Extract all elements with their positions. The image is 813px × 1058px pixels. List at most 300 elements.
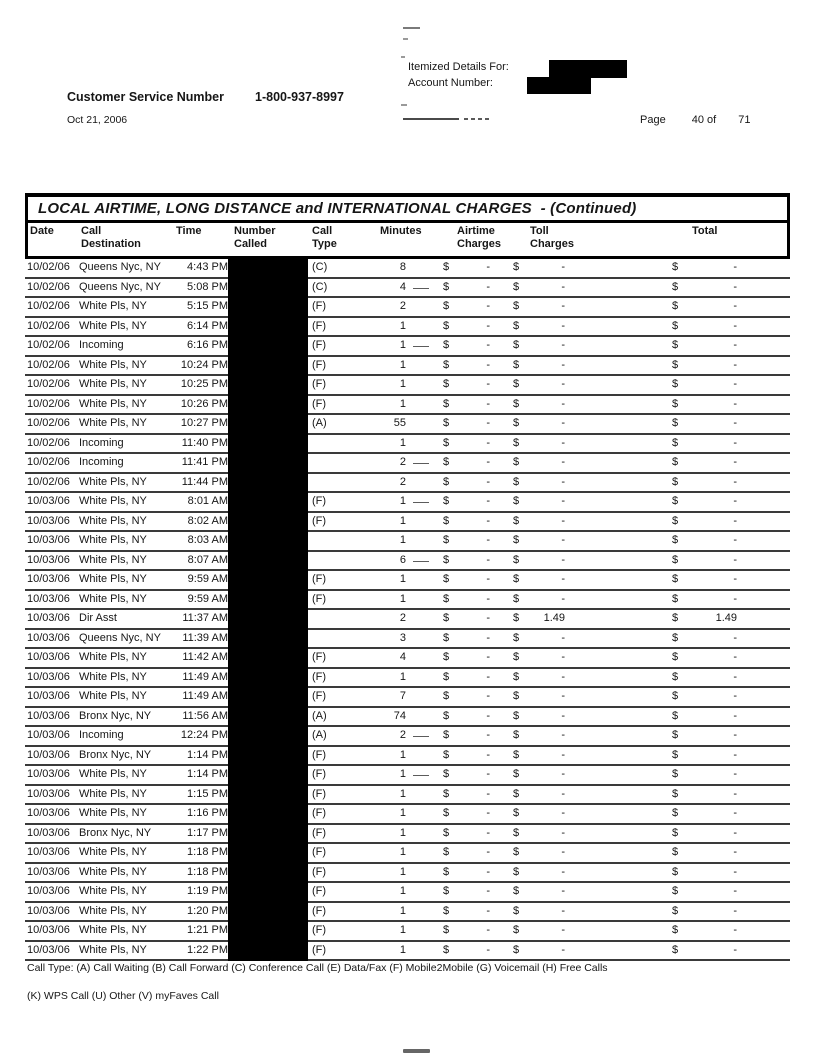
cell-minutes: 1 xyxy=(399,592,406,605)
cell-airtime-charges: $ - xyxy=(443,278,490,297)
scan-artifact xyxy=(401,56,405,58)
cell-minutes: 1 xyxy=(399,865,406,878)
currency-symbol: $ xyxy=(672,748,679,761)
call-record-row xyxy=(25,942,790,962)
cell-airtime-charges: $ - xyxy=(443,317,490,336)
cell-destination: White Pls, NY xyxy=(79,670,147,683)
cell-toll-charges: $ - xyxy=(513,375,565,394)
cell-destination: White Pls, NY xyxy=(79,807,147,820)
cell-toll-charges: $ - xyxy=(513,882,565,901)
table-head-box xyxy=(25,193,790,259)
cell-time: 1:18 PM xyxy=(187,846,228,859)
currency-symbol: $ xyxy=(513,670,520,683)
currency-symbol: $ xyxy=(443,787,450,800)
cell-time: 1:15 PM xyxy=(187,787,228,800)
cell-time: 10:25 PM xyxy=(180,378,228,391)
call-record-row xyxy=(25,805,790,825)
cell-call-type: (F) xyxy=(312,514,327,527)
currency-symbol: $ xyxy=(443,904,450,917)
cell-call-type: (F) xyxy=(312,397,327,410)
cell-minutes: 1 xyxy=(399,885,406,898)
currency-symbol: $ xyxy=(443,885,450,898)
cell-minutes: 1 xyxy=(399,904,406,917)
currency-symbol: $ xyxy=(513,534,520,547)
currency-symbol: $ xyxy=(672,729,679,742)
cell-destination: White Pls, NY xyxy=(79,690,147,703)
cell-toll-charges: $ - xyxy=(513,512,565,531)
cell-destination: White Pls, NY xyxy=(79,885,147,898)
cell-toll-charges: $ - xyxy=(513,668,565,687)
cell-destination: White Pls, NY xyxy=(79,768,147,781)
cell-airtime-charges: $ - xyxy=(443,785,490,804)
cell-minutes: 1 xyxy=(372,765,406,784)
cell-minutes: 1 xyxy=(399,534,406,547)
currency-symbol: $ xyxy=(672,631,679,644)
charges-table xyxy=(25,193,790,961)
cell-toll-charges: $ - xyxy=(513,258,565,277)
cell-minutes: 1 xyxy=(399,943,406,956)
cell-destination: Incoming xyxy=(79,456,124,469)
cell-airtime-charges: $ - xyxy=(443,863,490,882)
cell-airtime-charges: $ - xyxy=(443,590,490,609)
cell-minutes: 1 xyxy=(399,748,406,761)
cell-toll-charges: $ - xyxy=(513,804,565,823)
currency-symbol: $ xyxy=(443,397,450,410)
cell-toll-charges: $ - xyxy=(513,941,565,960)
currency-symbol: $ xyxy=(513,261,520,274)
cell-call-type: (F) xyxy=(312,924,327,937)
currency-symbol: $ xyxy=(513,768,520,781)
cell-minutes: 1 xyxy=(399,826,406,839)
scan-artifact xyxy=(403,27,420,29)
cell-destination: Bronx Nyc, NY xyxy=(79,748,152,761)
cell-time: 10:27 PM xyxy=(180,417,228,430)
cell-toll-charges: $ - xyxy=(513,414,565,433)
cell-time: 10:24 PM xyxy=(180,358,228,371)
cell-time: 11:49 AM xyxy=(182,670,228,683)
cell-date: 10/03/06 xyxy=(27,495,70,508)
cell-date: 10/03/06 xyxy=(27,846,70,859)
cell-time: 1:18 PM xyxy=(187,865,228,878)
currency-symbol: $ xyxy=(513,339,520,352)
cell-date: 10/02/06 xyxy=(27,456,70,469)
cell-total: $ - xyxy=(672,726,737,745)
currency-symbol: $ xyxy=(443,748,450,761)
currency-symbol: $ xyxy=(513,826,520,839)
cell-date: 10/03/06 xyxy=(27,826,70,839)
currency-symbol: $ xyxy=(513,943,520,956)
cell-airtime-charges: $ - xyxy=(443,336,490,355)
cell-date: 10/02/06 xyxy=(27,436,70,449)
currency-symbol: $ xyxy=(672,397,679,410)
cell-total: $ - xyxy=(672,902,737,921)
currency-symbol: $ xyxy=(513,378,520,391)
cell-toll-charges: $ - xyxy=(513,570,565,589)
currency-symbol: $ xyxy=(443,865,450,878)
currency-symbol: $ xyxy=(672,456,679,469)
currency-symbol: $ xyxy=(513,631,520,644)
cell-date: 10/02/06 xyxy=(27,397,70,410)
cell-toll-charges: $ - xyxy=(513,590,565,609)
currency-symbol: $ xyxy=(672,612,679,625)
customer-service-number: 1-800-937-8997 xyxy=(255,90,344,104)
currency-symbol: $ xyxy=(672,885,679,898)
currency-symbol: $ xyxy=(672,807,679,820)
cell-toll-charges: $ - xyxy=(513,453,565,472)
currency-symbol: $ xyxy=(513,709,520,722)
cell-destination: White Pls, NY xyxy=(79,534,147,547)
cell-call-type: (F) xyxy=(312,865,327,878)
cell-time: 8:01 AM xyxy=(187,495,228,508)
currency-symbol: $ xyxy=(443,651,450,664)
col-header-total: Total xyxy=(692,225,718,237)
cell-date: 10/03/06 xyxy=(27,709,70,722)
currency-symbol: $ xyxy=(443,670,450,683)
cell-total: $ - xyxy=(672,395,737,414)
cell-airtime-charges: $ - xyxy=(443,687,490,706)
cell-destination: White Pls, NY xyxy=(79,553,147,566)
cell-airtime-charges: $ - xyxy=(443,414,490,433)
cell-minutes: 1 xyxy=(399,319,406,332)
cell-destination: Bronx Nyc, NY xyxy=(79,709,152,722)
call-record-row xyxy=(25,298,790,318)
call-record-row xyxy=(25,727,790,747)
scan-artifact xyxy=(403,118,459,120)
cell-airtime-charges: $ - xyxy=(443,473,490,492)
currency-symbol: $ xyxy=(443,261,450,274)
currency-symbol: $ xyxy=(672,319,679,332)
page-number: 40 xyxy=(691,114,704,126)
call-record-row xyxy=(25,708,790,728)
currency-symbol: $ xyxy=(513,417,520,430)
currency-symbol: $ xyxy=(443,495,450,508)
account-number-label: Account Number: xyxy=(408,77,493,89)
currency-symbol: $ xyxy=(672,573,679,586)
page-label: Page xyxy=(640,114,666,126)
cell-call-type: (F) xyxy=(312,300,327,313)
call-record-row xyxy=(25,337,790,357)
call-record-row xyxy=(25,825,790,845)
call-record-row xyxy=(25,259,790,279)
currency-symbol: $ xyxy=(672,904,679,917)
cell-time: 8:02 AM xyxy=(187,514,228,527)
cell-toll-charges: $ - xyxy=(513,707,565,726)
call-record-row xyxy=(25,318,790,338)
cell-total: $ - xyxy=(672,414,737,433)
cell-time: 6:16 PM xyxy=(187,339,228,352)
currency-symbol: $ xyxy=(513,397,520,410)
cell-date: 10/03/06 xyxy=(27,729,70,742)
table-title: LOCAL AIRTIME, LONG DISTANCE and INTERNATIONAL CHARGES - (Continued) xyxy=(28,197,787,223)
of-label: of xyxy=(707,114,717,126)
cell-call-type: (F) xyxy=(312,768,327,781)
cell-date: 10/02/06 xyxy=(27,378,70,391)
currency-symbol: $ xyxy=(672,651,679,664)
cell-total: $ - xyxy=(672,473,737,492)
cell-call-type: (F) xyxy=(312,495,327,508)
cell-minutes: 4 xyxy=(399,651,406,664)
cell-date: 10/03/06 xyxy=(27,924,70,937)
cell-airtime-charges: $ - xyxy=(443,804,490,823)
col-header-minutes: Minutes xyxy=(380,225,422,237)
cell-total: $ - xyxy=(672,629,737,648)
currency-symbol: $ xyxy=(672,436,679,449)
call-record-row xyxy=(25,376,790,396)
cell-call-type: (F) xyxy=(312,904,327,917)
cell-airtime-charges: $ - xyxy=(443,375,490,394)
currency-symbol: $ xyxy=(672,495,679,508)
call-record-row xyxy=(25,766,790,786)
itemized-details-label: Itemized Details For: xyxy=(408,61,509,73)
cell-total: $ - xyxy=(672,863,737,882)
scan-artifact xyxy=(401,104,407,106)
cell-minutes: 4 xyxy=(372,278,406,297)
cell-total: $ - xyxy=(672,707,737,726)
cell-date: 10/02/06 xyxy=(27,475,70,488)
cell-destination: White Pls, NY xyxy=(79,300,147,313)
cell-airtime-charges: $ - xyxy=(443,531,490,550)
cell-date: 10/03/06 xyxy=(27,534,70,547)
currency-symbol: $ xyxy=(443,475,450,488)
currency-symbol: $ xyxy=(443,924,450,937)
cell-airtime-charges: $ - xyxy=(443,356,490,375)
cell-time: 11:37 AM xyxy=(182,612,228,625)
cell-total: $ - xyxy=(672,375,737,394)
currency-symbol: $ xyxy=(672,378,679,391)
cell-total: $ - xyxy=(672,336,737,355)
cell-airtime-charges: $ - xyxy=(443,668,490,687)
currency-symbol: $ xyxy=(672,865,679,878)
call-record-row xyxy=(25,669,790,689)
cell-destination: White Pls, NY xyxy=(79,787,147,800)
cell-airtime-charges: $ - xyxy=(443,492,490,511)
cell-airtime-charges: $ - xyxy=(443,824,490,843)
call-record-row xyxy=(25,844,790,864)
cell-destination: White Pls, NY xyxy=(79,475,147,488)
cell-date: 10/03/06 xyxy=(27,690,70,703)
cell-airtime-charges: $ - xyxy=(443,258,490,277)
cell-total: $ - xyxy=(672,531,737,550)
currency-symbol: $ xyxy=(672,846,679,859)
cell-toll-charges: $ - xyxy=(513,551,565,570)
cell-time: 11:49 AM xyxy=(182,690,228,703)
currency-symbol: $ xyxy=(513,904,520,917)
cell-call-type: (C) xyxy=(312,261,328,274)
customer-service-label: Customer Service Number xyxy=(67,90,225,104)
call-record-row xyxy=(25,591,790,611)
cell-airtime-charges: $ - xyxy=(443,453,490,472)
cell-minutes: 1 xyxy=(399,573,406,586)
cell-total: $ - xyxy=(672,648,737,667)
cell-destination: White Pls, NY xyxy=(79,846,147,859)
cell-date: 10/02/06 xyxy=(27,358,70,371)
cell-toll-charges: $ - xyxy=(513,765,565,784)
cell-date: 10/03/06 xyxy=(27,885,70,898)
cell-destination: White Pls, NY xyxy=(79,495,147,508)
currency-symbol: $ xyxy=(672,592,679,605)
col-header-time: Time xyxy=(176,225,202,237)
cell-minutes: 1 xyxy=(399,378,406,391)
currency-symbol: $ xyxy=(513,924,520,937)
cell-destination: Queens Nyc, NY xyxy=(79,280,161,293)
currency-symbol: $ xyxy=(672,943,679,956)
call-record-row xyxy=(25,883,790,903)
currency-symbol: $ xyxy=(443,358,450,371)
currency-symbol: $ xyxy=(443,553,450,566)
cell-minutes: 1 xyxy=(399,436,406,449)
cell-time: 9:59 AM xyxy=(187,592,228,605)
cell-date: 10/03/06 xyxy=(27,865,70,878)
cell-toll-charges: $ - xyxy=(513,278,565,297)
cell-total: $ - xyxy=(672,356,737,375)
cell-destination: White Pls, NY xyxy=(79,397,147,410)
call-record-row xyxy=(25,610,790,630)
cell-toll-charges: $ - xyxy=(513,843,565,862)
cell-time: 1:20 PM xyxy=(187,904,228,917)
cell-toll-charges: $ - xyxy=(513,395,565,414)
cell-time: 11:56 AM xyxy=(182,709,228,722)
cell-total: $ - xyxy=(672,317,737,336)
cell-call-type: (F) xyxy=(312,885,327,898)
call-record-row xyxy=(25,922,790,942)
cell-total: $ - xyxy=(672,687,737,706)
currency-symbol: $ xyxy=(672,280,679,293)
cell-call-type: (F) xyxy=(312,378,327,391)
call-record-row xyxy=(25,279,790,299)
cell-total: $ - xyxy=(672,278,737,297)
call-record-row xyxy=(25,396,790,416)
col-header-call-type: Call Type xyxy=(312,225,337,250)
cell-toll-charges: $ - xyxy=(513,824,565,843)
cell-destination: White Pls, NY xyxy=(79,943,147,956)
scan-artifact xyxy=(464,118,490,120)
scan-artifact xyxy=(403,38,408,40)
call-record-row xyxy=(25,864,790,884)
cell-airtime-charges: $ - xyxy=(443,629,490,648)
cell-time: 11:40 PM xyxy=(181,436,228,449)
table-rows xyxy=(25,259,790,961)
call-record-row xyxy=(25,454,790,474)
cell-call-type: (F) xyxy=(312,943,327,956)
cell-call-type: (F) xyxy=(312,339,327,352)
currency-symbol: $ xyxy=(443,826,450,839)
cell-minutes: 1 xyxy=(399,670,406,683)
redaction-box xyxy=(549,60,627,78)
cell-minutes: 1 xyxy=(399,514,406,527)
cell-call-type: (A) xyxy=(312,417,327,430)
cell-time: 5:15 PM xyxy=(187,300,228,313)
currency-symbol: $ xyxy=(443,573,450,586)
cell-call-type: (F) xyxy=(312,670,327,683)
cell-time: 9:59 AM xyxy=(187,573,228,586)
currency-symbol: $ xyxy=(672,690,679,703)
col-header-toll: Toll Charges xyxy=(530,225,575,250)
cell-toll-charges: $ - xyxy=(513,863,565,882)
cell-time: 12:24 PM xyxy=(180,729,228,742)
cell-date: 10/03/06 xyxy=(27,748,70,761)
cell-toll-charges: $ - xyxy=(513,902,565,921)
cell-minutes: 8 xyxy=(399,261,406,274)
call-record-row xyxy=(25,357,790,377)
cell-minutes: 74 xyxy=(393,709,406,722)
cell-time: 11:44 PM xyxy=(181,475,228,488)
currency-symbol: $ xyxy=(513,865,520,878)
cell-date: 10/03/06 xyxy=(27,592,70,605)
cell-total: $ - xyxy=(672,882,737,901)
cell-destination: White Pls, NY xyxy=(79,573,147,586)
cell-time: 1:22 PM xyxy=(187,943,228,956)
cell-total: $ - xyxy=(672,843,737,862)
currency-symbol: $ xyxy=(513,612,520,625)
cell-toll-charges: $ - xyxy=(513,434,565,453)
cell-total: $ - xyxy=(672,668,737,687)
currency-symbol: $ xyxy=(443,378,450,391)
currency-symbol: $ xyxy=(443,592,450,605)
cell-total: $ - xyxy=(672,492,737,511)
cell-total: $ 1.49 xyxy=(672,609,737,628)
cell-airtime-charges: $ - xyxy=(443,882,490,901)
cell-toll-charges: $ - xyxy=(513,687,565,706)
cell-date: 10/03/06 xyxy=(27,631,70,644)
col-header-date: Date xyxy=(30,225,54,237)
cell-airtime-charges: $ - xyxy=(443,707,490,726)
currency-symbol: $ xyxy=(672,553,679,566)
call-record-row xyxy=(25,435,790,455)
cell-airtime-charges: $ - xyxy=(443,551,490,570)
cell-destination: White Pls, NY xyxy=(79,417,147,430)
currency-symbol: $ xyxy=(672,300,679,313)
call-record-row xyxy=(25,474,790,494)
redaction-box xyxy=(527,77,591,94)
cell-airtime-charges: $ - xyxy=(443,902,490,921)
cell-total: $ - xyxy=(672,765,737,784)
cell-airtime-charges: $ - xyxy=(443,648,490,667)
cell-airtime-charges: $ - xyxy=(443,570,490,589)
call-type-legend-line2: (K) WPS Call (U) Other (V) myFaves Call xyxy=(27,990,219,1002)
cell-minutes: 1 xyxy=(399,358,406,371)
cell-destination: Bronx Nyc, NY xyxy=(79,826,152,839)
currency-symbol: $ xyxy=(513,514,520,527)
cell-date: 10/03/06 xyxy=(27,904,70,917)
cell-destination: Incoming xyxy=(79,729,124,742)
cell-minutes: 2 xyxy=(372,453,406,472)
currency-symbol: $ xyxy=(672,670,679,683)
currency-symbol: $ xyxy=(513,748,520,761)
currency-symbol: $ xyxy=(443,280,450,293)
currency-symbol: $ xyxy=(513,553,520,566)
cell-call-type: (F) xyxy=(312,748,327,761)
currency-symbol: $ xyxy=(513,280,520,293)
cell-total: $ - xyxy=(672,590,737,609)
cell-minutes: 1 xyxy=(372,336,406,355)
cell-destination: White Pls, NY xyxy=(79,514,147,527)
currency-symbol: $ xyxy=(513,475,520,488)
cell-total: $ - xyxy=(672,453,737,472)
cell-airtime-charges: $ - xyxy=(443,921,490,940)
cell-toll-charges: $ - xyxy=(513,473,565,492)
cell-date: 10/02/06 xyxy=(27,319,70,332)
cell-minutes: 55 xyxy=(393,417,406,430)
cell-date: 10/02/06 xyxy=(27,280,70,293)
currency-symbol: $ xyxy=(672,768,679,781)
cell-time: 8:07 AM xyxy=(187,553,228,566)
call-type-legend-line1: Call Type: (A) Call Waiting (B) Call Forward (C) Conference Call (E) Data/Fax (F) Mobile2Mobile (G) Voicemail (H) Free Calls xyxy=(27,962,608,974)
currency-symbol: $ xyxy=(443,417,450,430)
cell-call-type: (F) xyxy=(312,358,327,371)
cell-call-type: (A) xyxy=(312,709,327,722)
currency-symbol: $ xyxy=(513,456,520,469)
currency-symbol: $ xyxy=(443,456,450,469)
